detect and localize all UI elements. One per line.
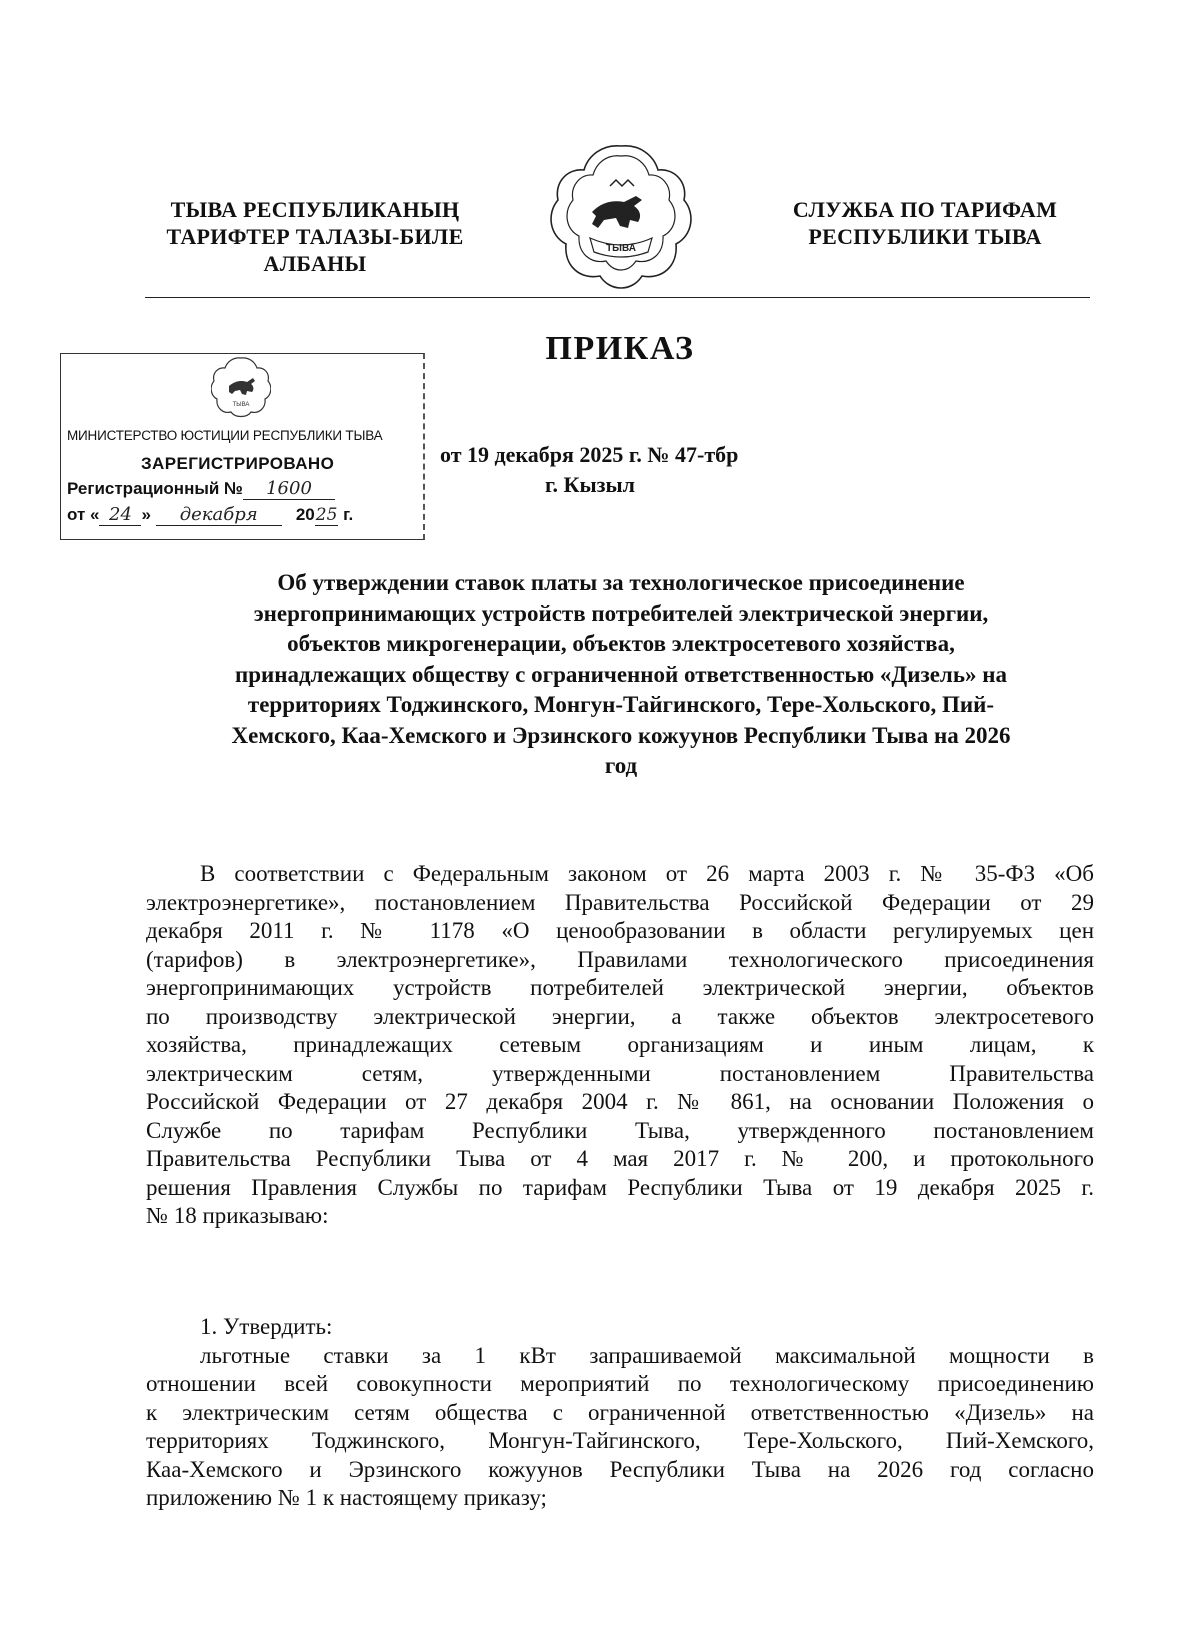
preamble-line: В соответствии с Федеральным законом от 26 марта 2003 г. № 35-ФЗ «Об <box>200 861 1094 886</box>
header-left-line: ТЫВА РЕСПУБЛИКАНЫҢ <box>170 197 460 222</box>
preamble-line: электроэнергетике», постановлением Правительства Российской Федерации от 29 <box>146 889 1094 915</box>
emblem-label: ТЫВА <box>606 243 636 254</box>
stamp-reg-number-handwritten: 1600 <box>243 478 335 500</box>
stamp-year-prefix: 20 <box>295 505 315 524</box>
subject-line: объектов микрогенерации, объектов электросетевого хозяйства, <box>287 631 955 656</box>
stamp-emblem-label: ТЫВА <box>232 402 250 408</box>
subject-line: год <box>604 753 638 778</box>
preamble-line: (тарифов) в электроэнергетике», Правилами технологического присоединения <box>146 946 1094 972</box>
order-city: г. Кызыл <box>545 472 635 497</box>
header-right-line: СЛУЖБА ПО ТАРИФАМ <box>792 197 1058 222</box>
item-1-line: приложению № 1 к настоящему приказу; <box>146 1485 547 1510</box>
subject-line: Об утверждении ставок платы за технологическое присоединение <box>277 570 965 595</box>
registration-stamp <box>60 353 425 540</box>
stamp-month-handwritten: декабря <box>156 504 282 526</box>
item-1-line: к электрическим сетям общества с ограниченной ответственностью «Дизель» на <box>146 1399 1094 1425</box>
header-right-line: РЕСПУБЛИКИ ТЫВА <box>808 224 1042 249</box>
preamble-line: Правительства Республики Тыва от 4 мая 2017 г. № 200, и протокольного <box>146 1146 1094 1171</box>
stamp-day-handwritten: 24 <box>99 504 141 526</box>
preamble-line: электрическим сетям, утвержденными постановлением Правительства <box>146 1060 1094 1086</box>
preamble-line: Российской Федерации от 27 декабря 2004 г. № 861, на основании Положения о <box>146 1089 1094 1114</box>
stamp-date-prefix: от « <box>67 505 100 524</box>
header-divider <box>145 297 1090 298</box>
preamble-line: № 18 приказываю: <box>146 1203 329 1228</box>
stamp-year-handwritten: 25 <box>315 505 338 525</box>
preamble-line: решения Правления Службы по тарифам Республики Тыва от 19 декабря 2025 г. <box>146 1174 1094 1200</box>
order-subject <box>150 568 1092 782</box>
document-type-title: ПРИКАЗ <box>545 330 695 367</box>
header-left-line: АЛБАНЫ <box>263 251 367 276</box>
stamp-registration-number <box>67 478 335 500</box>
order-date-number: от 19 декабря 2025 г. № 47-тбр <box>440 442 739 467</box>
preamble-line: хозяйства, принадлежащих сетевым организациям и иным лицам, к <box>146 1032 1094 1057</box>
preamble-line: декабря 2011 г. № 1178 «О ценообразовании в области регулируемых цен <box>146 918 1094 943</box>
preamble-line: Службе по тарифам Республики Тыва, утвержденного постановлением <box>146 1117 1094 1143</box>
preamble-line: энергопринимающих устройств потребителей электрической энергии, объектов <box>146 975 1094 1000</box>
preamble-line: по производству электрической энергии, а также объектов электросетевого <box>146 1003 1094 1029</box>
stamp-reg-label: Регистрационный № <box>67 479 243 498</box>
header-right-russian <box>760 196 1090 250</box>
stamp-registered-label: ЗАРЕГИСТРИРОВАНО <box>141 454 335 473</box>
header-left-tuvan <box>150 196 480 277</box>
item-1-section <box>146 1313 1094 1513</box>
stamp-registration-date <box>67 504 353 526</box>
subject-line: энергопринимающих устройств потребителей электрической энергии, <box>253 600 989 626</box>
item-1-line: отношении всей совокупности мероприятий по технологическому присоединению <box>146 1371 1094 1396</box>
item-1-heading: 1. Утвердить: <box>200 1314 333 1339</box>
stamp-year-end: г. <box>343 505 354 524</box>
stamp-emblem-icon <box>211 356 271 418</box>
subject-line: территориях Тоджинского, Монгун-Тайгинского, Тере-Хольского, Пий- <box>247 692 995 717</box>
header-left-line: ТАРИФТЕР ТАЛАЗЫ-БИЛЕ <box>166 224 464 249</box>
stamp-date-mid: » <box>141 505 151 524</box>
preamble-paragraph <box>146 860 1094 1231</box>
item-1-line: территориях Тоджинского, Монгун-Тайгинского, Тере-Хольского, Пий-Хемского, <box>146 1428 1094 1453</box>
subject-line: Хемского, Каа-Хемского и Эрзинского кожуунов Республики Тыва на 2026 <box>231 722 1011 748</box>
tuva-emblem-icon <box>550 142 692 294</box>
item-1-line: Каа-Хемского и Эрзинского кожуунов Республики Тыва на 2026 год согласно <box>146 1456 1094 1482</box>
item-1-line: льготные ставки за 1 кВт запрашиваемой максимальной мощности в <box>200 1342 1094 1368</box>
subject-line: принадлежащих обществу с ограниченной ответственностью «Дизель» на <box>234 661 1007 687</box>
stamp-ministry-name: МИНИСТЕРСТВО ЮСТИЦИИ РЕСПУБЛИКИ ТЫВА <box>67 428 383 443</box>
